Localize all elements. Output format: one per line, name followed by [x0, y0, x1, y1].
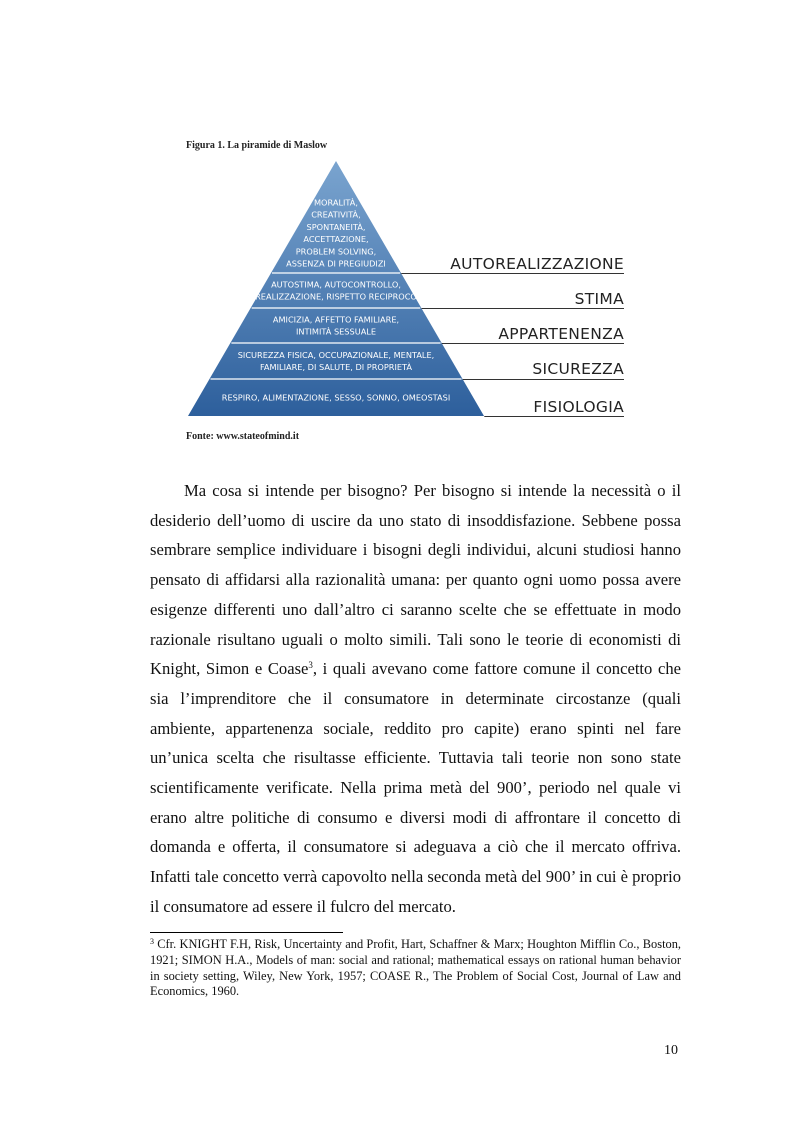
body-text [150, 476, 681, 922]
pyramid-level-text: REALIZZAZIONE, RISPETTO RECIPROCO [255, 291, 417, 302]
figure-source: Fonte: www.stateofmind.it [186, 431, 300, 442]
pyramid-level-label: AUTOREALIZZAZIONE [450, 255, 624, 273]
pyramid-level-text: AMICIZIA, AFFETTO FAMILIARE, [272, 314, 400, 325]
pyramid-level-text: AUTOSTIMA, AUTOCONTROLLO, [271, 279, 401, 290]
pyramid-level-text: FAMILIARE, DI SALUTE, DI PROPRIETÀ [259, 362, 413, 373]
maslow-pyramid [186, 158, 626, 420]
footnote-separator [150, 932, 343, 933]
pyramid-level-text: ASSENZA DI PREGIUDIZI [286, 258, 386, 269]
paragraph [150, 476, 681, 922]
pyramid-level-text: CREATIVITÀ, [311, 209, 361, 220]
pyramid-level-label: STIMA [574, 290, 624, 308]
pyramid-level-label: APPARTENENZA [498, 325, 624, 343]
footnote-text: Cfr. KNIGHT F.H, Risk, Uncertainty and Profit, Hart, Schaffner & Marx; Houghton Mifflin Co., Boston, 1921; SIMON H.A., Models of man: social and rational; mathematical essays on rational human behavior in society setting, Wiley, New York, 1957; COASE R., The Problem of Social Cost, Journal of Law and Economics, 1960. [150, 937, 681, 999]
page-number: 10 [664, 1043, 678, 1058]
paragraph-text-part1: Ma cosa si intende per bisogno? Per bisogno si intende la necessità o il desiderio dell’uomo di uscire da uno stato di insoddisfazione. Sebbene possa sembrare semplice individuare i bisogni degli individui, alcuni studiosi hanno pensato di affidarsi alla razionalità umana: per quanto ogni uomo possa avere esigenze differenti uno dall’altro ci saranno scelte che se effettuate in modo razionale risultano uguali o molto simili. Tali sono le teorie di economisti di Knight, Simon e Coase [150, 481, 681, 679]
pyramid-level-text: PROBLEM SOLVING, [295, 246, 377, 257]
pyramid-level-text: ACCETTAZIONE, [303, 234, 369, 245]
footnote-number: 3 [150, 937, 154, 946]
pyramid-level-label: FISIOLOGIA [533, 398, 624, 416]
paragraph-text-part2: , i quali avevano come fattore comune il concetto che sia l’imprenditore che il consumatore in determinate circostanze (quali ambiente, appartenenza sociale, reddito pro capite) erano spinti nel fare un’unica scelta che risultasse efficiente. Tuttavia tali teorie non sono state scientificamente verificate. Nella prima metà del 900’, periodo nel quale vi erano altre politiche di consumo e diversi modi di affrontare il concetto di domanda e offerta, il consumatore si adeguava a ciò che il mercato offriva. Infatti tale concetto verrà capovolto nella seconda metà del 900’ in cui è proprio il consumatore ad essere il fulcro del mercato. [150, 659, 681, 916]
pyramid-level-text: SICUREZZA FISICA, OCCUPAZIONALE, MENTALE, [237, 349, 435, 360]
pyramid-level-labels [450, 255, 624, 416]
pyramid-level-label: SICUREZZA [532, 360, 624, 378]
pyramid-level-text: SPONTANEITÀ, [306, 221, 366, 232]
pyramid-level-text: MORALITÀ, [313, 197, 359, 208]
pyramid-level-text: RESPIRO, ALIMENTAZIONE, SESSO, SONNO, OMEOSTASI [221, 392, 451, 403]
footnote-reference[interactable]: 3 [308, 660, 313, 671]
footnote [150, 937, 681, 1000]
figure-caption: Figura 1. La piramide di Maslow [186, 140, 328, 151]
pyramid-level-text: INTIMITÀ SESSUALE [295, 326, 377, 337]
